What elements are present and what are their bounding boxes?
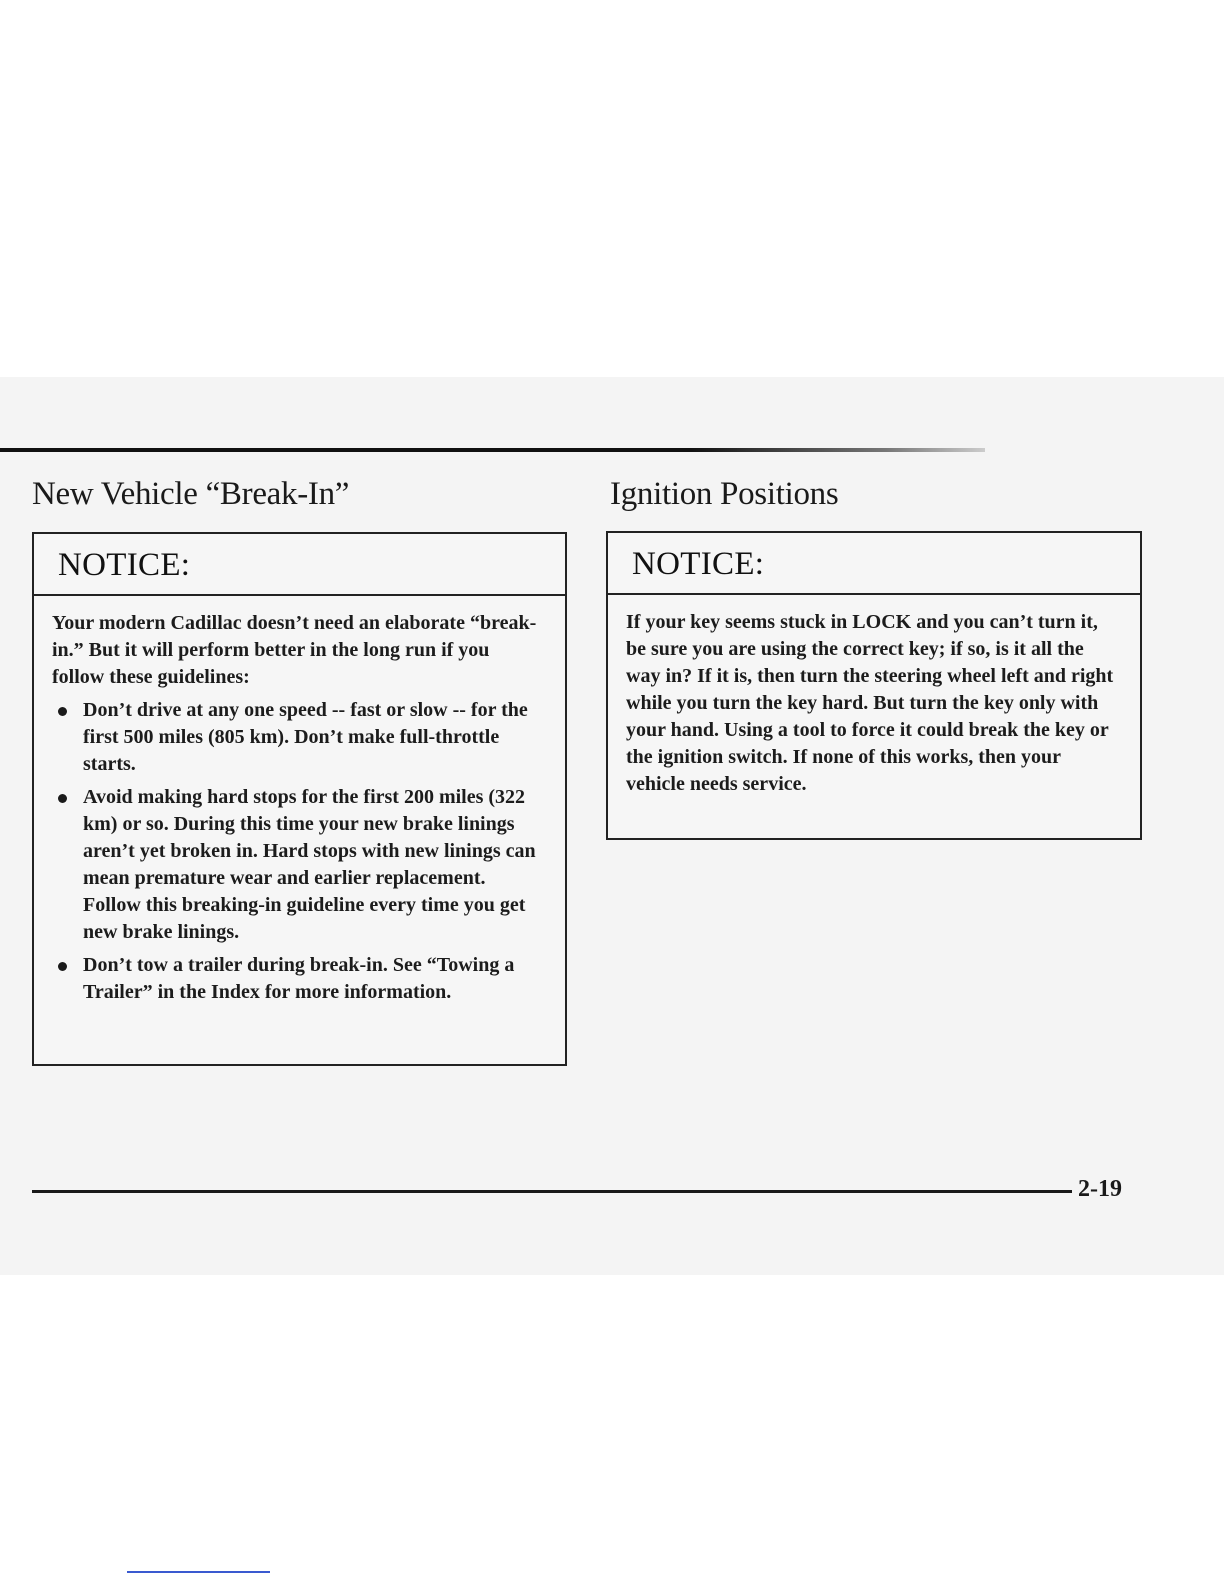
break-in-section-title: New Vehicle “Break-In” bbox=[32, 476, 350, 512]
notice-heading: NOTICE: bbox=[34, 534, 565, 596]
bullet-icon bbox=[58, 707, 67, 716]
list-item bbox=[52, 952, 545, 1006]
list-item-text: Don’t tow a trailer during break-in. See “Towing a Trailer” in the Index for more information. bbox=[83, 954, 515, 1003]
notice-body bbox=[608, 595, 1140, 798]
notice-heading: NOTICE: bbox=[608, 533, 1140, 595]
list-item bbox=[52, 697, 545, 778]
bullet-icon bbox=[58, 962, 67, 971]
page-number: 2-19 bbox=[1078, 1176, 1122, 1202]
list-item bbox=[52, 784, 545, 946]
notice-intro: Your modern Cadillac doesn’t need an elaborate “break-in.” But it will perform better in the long run if you follow these guidelines: bbox=[52, 612, 537, 688]
notice-body bbox=[34, 596, 565, 1006]
ignition-section-title: Ignition Positions bbox=[610, 476, 839, 512]
guideline-list bbox=[52, 697, 545, 1006]
break-in-notice-box bbox=[32, 532, 567, 1066]
ignition-notice-box bbox=[606, 531, 1142, 840]
bullet-icon bbox=[58, 794, 67, 803]
list-item-text: Don’t drive at any one speed -- fast or slow -- for the first 500 miles (805 km). Don’t make full-throttle starts. bbox=[83, 699, 528, 775]
top-rule-divider bbox=[0, 448, 985, 452]
footer-rule-divider bbox=[32, 1190, 1072, 1193]
notice-text: If your key seems stuck in LOCK and you can’t turn it, be sure you are using the correct key; if so, is it all the way in? If it is, then turn the steering wheel left and right while you turn the key hard. But turn the key only with your hand. Using a tool to force it could break the key or the ignition switch. If none of this works, then your vehicle needs service. bbox=[626, 611, 1114, 795]
list-item-text: Avoid making hard stops for the first 200 miles (322 km) or so. During this time your new brake linings aren’t yet broken in. Hard stops with new linings can mean premature wear and earlier replacement. Follow this breaking-in guideline every time you get new brake linings. bbox=[83, 786, 536, 943]
stray-line-mark bbox=[127, 1571, 270, 1573]
